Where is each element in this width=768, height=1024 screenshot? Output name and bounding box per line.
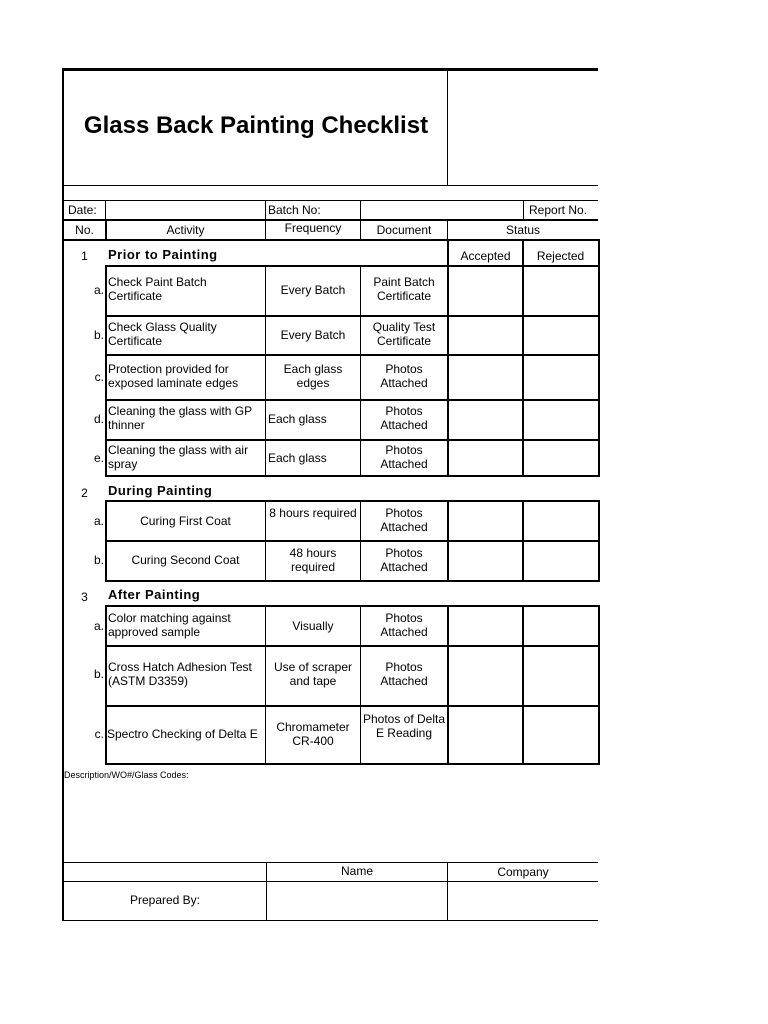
row-frequency: Every Batch	[280, 328, 346, 342]
grid-line	[447, 605, 449, 765]
grid-line	[522, 605, 524, 765]
date-label: Date:	[68, 203, 97, 217]
row-activity: Check Paint Batch Certificate	[108, 275, 207, 303]
row-letter: a.	[93, 514, 104, 528]
row-frequency: Chromameter CR-400	[276, 720, 350, 748]
row-frequency: Visually	[292, 619, 334, 633]
report-label: Report No.	[529, 203, 588, 217]
row-frequency: Every Batch	[280, 283, 346, 297]
grid-line	[447, 265, 449, 477]
row-document: Photos Attached	[380, 506, 428, 534]
prepared-by-label: Prepared By:	[129, 893, 201, 907]
col-activity: Activity	[166, 223, 205, 237]
col-accepted: Accepted	[460, 249, 511, 263]
grid-line	[105, 200, 106, 220]
section-1-number: 1	[81, 249, 88, 263]
col-frequency: Frequency	[284, 221, 342, 235]
col-document: Document	[376, 223, 432, 237]
grid-line	[105, 540, 600, 542]
row-frequency: Each glass	[268, 412, 327, 426]
grid-line	[523, 200, 524, 220]
row-document: Quality Test Certificate	[372, 320, 436, 348]
row-letter: b.	[93, 667, 104, 681]
row-document: Photos Attached	[380, 362, 428, 390]
col-status: Status	[505, 223, 541, 237]
header-top-line	[64, 200, 598, 201]
row-document: Photos Attached	[380, 404, 428, 432]
row-frequency: Each glass	[268, 451, 327, 465]
grid-line	[105, 354, 600, 356]
section-1-title: Prior to Painting	[108, 247, 218, 262]
row-letter: b.	[93, 328, 104, 342]
row-activity: Spectro Checking of Delta E	[107, 727, 258, 741]
top-border	[62, 68, 598, 71]
row-letter: e.	[93, 451, 104, 465]
grid-line	[64, 881, 598, 882]
row-letter: a.	[93, 619, 104, 633]
grid-line	[105, 645, 600, 647]
col-rejected: Rejected	[536, 249, 585, 263]
row-frequency: Use of scraper and tape	[273, 660, 353, 688]
grid-line	[64, 862, 598, 863]
grid-line	[265, 200, 266, 220]
row-activity: Curing First Coat	[140, 514, 231, 528]
row-document: Photos Attached	[380, 660, 428, 688]
row-letter: a.	[93, 283, 104, 297]
row-letter: c.	[94, 727, 104, 741]
description-label: Description/WO#/Glass Codes:	[64, 770, 189, 780]
col-no: No.	[75, 223, 94, 237]
row-document: Photos Attached	[380, 546, 428, 574]
row-letter: b.	[93, 553, 104, 567]
section-2-title: During Painting	[108, 483, 213, 498]
row-frequency: 8 hours required	[269, 506, 357, 520]
section-2-number: 2	[81, 486, 88, 500]
grid-line	[105, 315, 600, 317]
grid-line	[64, 920, 598, 921]
grid-line	[105, 439, 600, 441]
row-document: Photos Attached	[380, 443, 428, 471]
batch-label: Batch No:	[268, 203, 321, 217]
row-document: Paint Batch Certificate	[373, 275, 435, 303]
row-letter: c.	[94, 370, 104, 384]
page-title: Glass Back Painting Checklist	[83, 112, 429, 139]
row-activity: Curing Second Coat	[131, 553, 240, 567]
row-frequency: 48 hours required	[289, 546, 337, 574]
grid-line	[105, 399, 600, 401]
section-3-title: After Painting	[108, 587, 201, 602]
row-activity: Cross Hatch Adhesion Test (ASTM D3359)	[108, 660, 252, 688]
section-3-number: 3	[81, 590, 88, 604]
footer-name-label: Name	[340, 864, 373, 878]
row-activity: Cleaning the glass with GP thinner	[108, 404, 252, 432]
row-activity: Protection provided for exposed laminate edges	[108, 362, 239, 390]
row-activity: Cleaning the glass with air spray	[108, 443, 249, 471]
row-letter: d.	[93, 412, 104, 426]
grid-line	[522, 265, 524, 477]
row-document: Photos of Delta E Reading	[362, 712, 446, 740]
grid-line	[360, 200, 361, 220]
row-activity: Check Glass Quality Certificate	[108, 320, 217, 348]
grid-line	[105, 705, 600, 707]
row-activity: Color matching against approved sample	[108, 611, 231, 639]
row-document: Photos Attached	[380, 611, 428, 639]
title-bottom-line	[64, 185, 598, 186]
row-frequency: Each glass edges	[283, 362, 343, 390]
footer-company-label: Company	[497, 865, 549, 879]
